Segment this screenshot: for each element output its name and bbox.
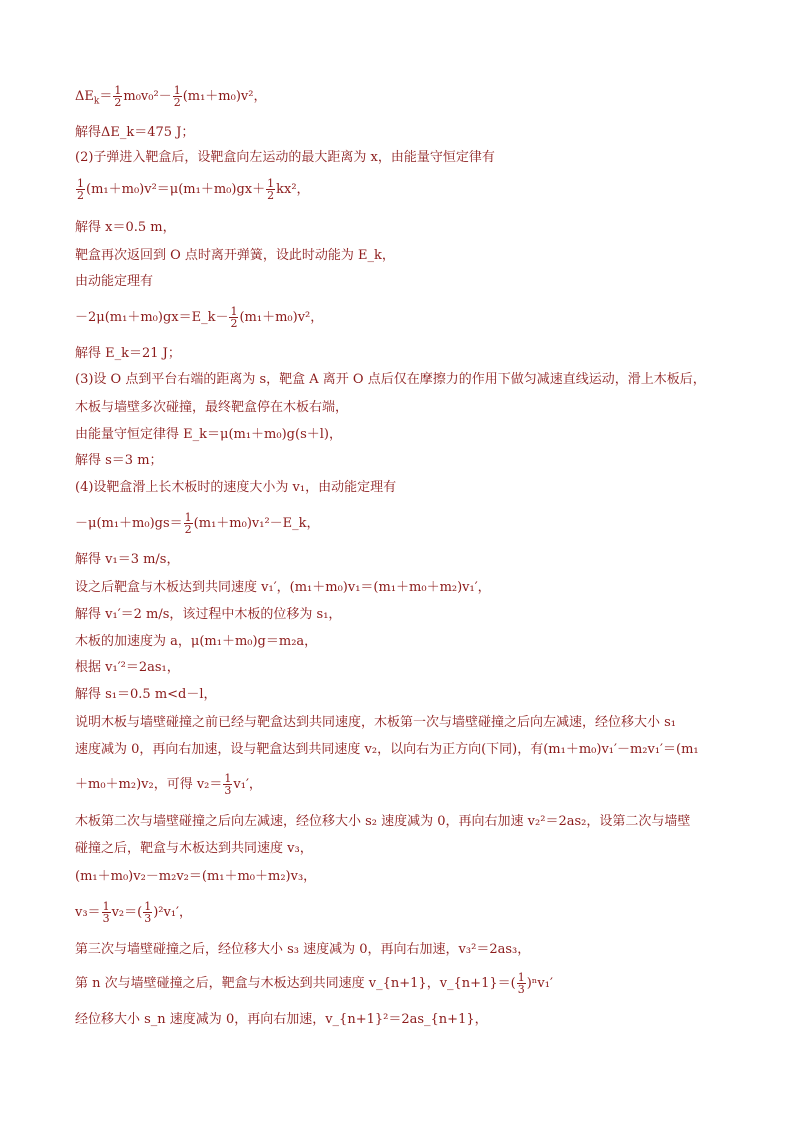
fraction-numerator: 1 bbox=[184, 511, 192, 524]
fraction bbox=[517, 972, 526, 995]
math-text: (m₁＋m₀)v²， bbox=[239, 310, 324, 325]
solution-line: 木板与墙壁多次碰撞，最终靶盒停在木板右端， bbox=[75, 400, 349, 415]
solution-line: (3)设 O 点到平台右端的距离为 s，靶盒 A 离开 O 点后仅在摩擦力的作用下做匀减速直线运动，滑上木板后， bbox=[75, 372, 706, 387]
solution-line: 由能量守恒定律得 E_k＝μ(m₁＋m₀)g(s＋l)， bbox=[75, 427, 342, 442]
solution-line: 根据 v₁′²＝2as₁， bbox=[75, 660, 180, 675]
solution-line: 解得 s₁＝0.5 m<d－l， bbox=[75, 687, 217, 702]
fraction-numerator: 1 bbox=[267, 177, 275, 190]
math-text: v₃＝ bbox=[75, 905, 101, 920]
fraction-numerator: 1 bbox=[230, 305, 238, 318]
fraction-denominator: 2 bbox=[267, 189, 275, 202]
fraction bbox=[143, 901, 152, 924]
math-text: ＝ bbox=[99, 89, 113, 104]
solution-line bbox=[75, 178, 735, 201]
fraction-numerator: 1 bbox=[173, 84, 181, 97]
fraction-numerator: 1 bbox=[144, 900, 152, 913]
fraction bbox=[266, 178, 275, 201]
math-text: 第 n 次与墙壁碰撞之后，靶盒与木板达到共同速度 v_{n+1}，v_{n+1}＝( bbox=[75, 976, 516, 991]
solution-line: 由动能定理有 bbox=[75, 274, 154, 289]
solution-line: 碰撞之后，靶盒与木板达到共同速度 v₃， bbox=[75, 841, 313, 856]
fraction-denominator: 2 bbox=[230, 317, 238, 330]
solution-line: 设之后靶盒与木板达到共同速度 v₁′，(m₁＋m₀)v₁＝(m₁＋m₀＋m₂)v₁′， bbox=[75, 580, 491, 595]
solution-line bbox=[75, 773, 735, 796]
fraction bbox=[223, 773, 232, 796]
math-subscript: k bbox=[93, 96, 100, 107]
fraction-denominator: 3 bbox=[224, 784, 232, 797]
solution-line: 木板的加速度为 a，μ(m₁＋m₀)g＝m₂a， bbox=[75, 634, 318, 649]
solution-line: 解得 v₁＝3 m/s， bbox=[75, 552, 180, 567]
math-text: kx²， bbox=[276, 182, 310, 197]
fraction-numerator: 1 bbox=[224, 772, 232, 785]
solution-line: 解得 s＝3 m； bbox=[75, 453, 163, 468]
math-text: m₀v₀²－ bbox=[123, 89, 172, 104]
fraction bbox=[113, 85, 122, 108]
solution-line bbox=[75, 512, 735, 535]
math-text: v₂＝( bbox=[111, 905, 143, 920]
solution-line bbox=[75, 972, 735, 995]
fraction-numerator: 1 bbox=[102, 900, 110, 913]
solution-line: 木板第二次与墙壁碰撞之后向左减速，经位移大小 s₂ 速度减为 0，再向右加速 v₂²＝2as₂，设第二次与墙壁 bbox=[75, 814, 691, 829]
fraction-numerator: 1 bbox=[517, 971, 525, 984]
fraction-denominator: 2 bbox=[184, 523, 192, 536]
solution-line bbox=[75, 306, 735, 329]
solution-line: 靶盒再次返回到 O 点时离开弹簧，设此时动能为 E_k， bbox=[75, 248, 395, 263]
solution-line: 说明木板与墙壁碰撞之前已经与靶盒达到共同速度，木板第一次与墙壁碰撞之后向左减速，经位移大小 s₁ bbox=[75, 715, 677, 730]
math-text: ＋m₀＋m₂)v₂，可得 v₂＝ bbox=[75, 777, 223, 792]
math-text: )ⁿv₁′ bbox=[526, 976, 553, 991]
fraction-denominator: 3 bbox=[144, 912, 152, 925]
fraction-denominator: 2 bbox=[77, 189, 84, 202]
solution-line: 解得 E_k＝21 J； bbox=[75, 346, 181, 361]
math-text: (m₁＋m₀)v²， bbox=[182, 89, 267, 104]
solution-line: 经位移大小 s_n 速度减为 0，再向右加速，v_{n+1}²＝2as_{n+1}， bbox=[75, 1012, 488, 1027]
fraction-numerator: 1 bbox=[77, 177, 84, 190]
math-text: v₁′， bbox=[233, 777, 262, 792]
fraction bbox=[229, 306, 238, 329]
math-text: )²v₁′， bbox=[153, 905, 192, 920]
math-text: ΔE bbox=[75, 89, 94, 104]
math-text: (m₁＋m₀)v²＝μ(m₁＋m₀)gx＋ bbox=[86, 182, 266, 197]
fraction-numerator: 1 bbox=[114, 84, 122, 97]
solution-line: 解得 x＝0.5 m， bbox=[75, 220, 176, 235]
solution-line: 解得 v₁′＝2 m/s，该过程中木板的位移为 s₁， bbox=[75, 607, 342, 622]
solution-line bbox=[75, 901, 735, 924]
fraction bbox=[173, 85, 182, 108]
solution-line: 速度减为 0，再向右加速，设与靶盒达到共同速度 v₂，以向右为正方向(下同)，有(m₁＋m₀)v₁′－m₂v₁′＝(m₁ bbox=[75, 742, 699, 757]
fraction-denominator: 2 bbox=[173, 96, 181, 109]
fraction-denominator: 3 bbox=[517, 983, 525, 996]
solution-line: (2)子弹进入靶盒后，设靶盒向左运动的最大距离为 x，由能量守恒定律有 bbox=[75, 150, 495, 165]
fraction bbox=[102, 901, 111, 924]
math-text: (m₁＋m₀)v₁²－E_k， bbox=[193, 516, 320, 531]
solution-line: (4)设靶盒滑上长木板时的速度大小为 v₁，由动能定理有 bbox=[75, 480, 397, 495]
math-text: －2μ(m₁＋m₀)gx＝E_k－ bbox=[75, 310, 229, 325]
solution-line bbox=[75, 85, 735, 108]
fraction bbox=[184, 512, 193, 535]
math-text: －μ(m₁＋m₀)gs＝ bbox=[75, 516, 183, 531]
solution-line: (m₁＋m₀)v₂－m₂v₂＝(m₁＋m₀＋m₂)v₃， bbox=[75, 869, 317, 884]
fraction bbox=[76, 178, 85, 201]
solution-line: 解得ΔE_k＝475 J； bbox=[75, 125, 195, 140]
solution-line: 第三次与墙壁碰撞之后，经位移大小 s₃ 速度减为 0，再向右加速，v₃²＝2as₃， bbox=[75, 942, 531, 957]
fraction-denominator: 3 bbox=[102, 912, 110, 925]
fraction-denominator: 2 bbox=[114, 96, 122, 109]
